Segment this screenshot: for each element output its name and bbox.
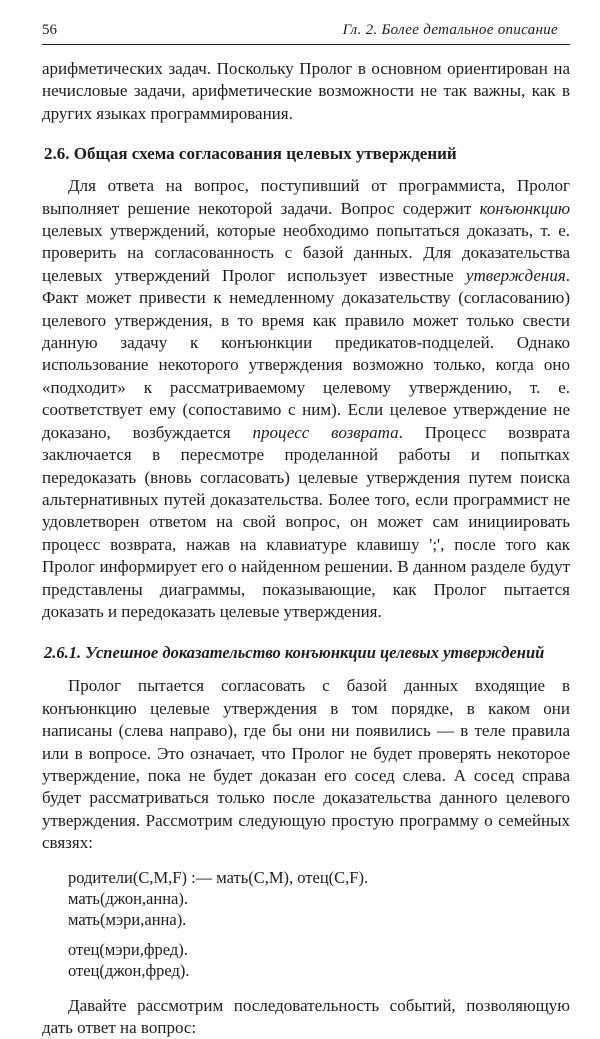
- running-title: Гл. 2. Более детальное описание: [342, 22, 558, 38]
- paragraph-text: . Процесс возврата заключается в пересмотре проделанной работы и попытках передоказать (вновь согласовать) целевые утверждения путем поиска альтернативных путей доказательства. Более того, если программист не удовлетворен ответом на свой вопрос, он может сам инициировать процесс возврата, нажав на клавиатуре клавишу ';', после того как Пролог информирует его о найденном решении. В данном разделе будут представлены диаграммы, показывающие, как Пролог пытается доказать и передоказать целевые утверждения.: [42, 422, 571, 621]
- closing-paragraph: Давайте рассмотрим последовательность событий, позволяющую дать ответ на вопрос:: [42, 995, 570, 1037]
- page-header: [42, 18, 570, 45]
- subsection-heading: 2.6.1. Успешное доказательство конъюнкции целевых утверждений: [44, 643, 545, 663]
- section-heading: 2.6. Общая схема согласования целевых утверждений: [44, 144, 457, 164]
- subsection-paragraph: Пролог пытается согласовать с базой данных входящие в конъюнкцию целевые утверждения в том порядке, в каком они написаны (слева направо), где бы они ни появились — в теле правила или в вопросе. Это означает, что Пролог не будет проверять некоторое утверждение, пока не будет доказан его сосед слева. А сосед справа будет рассматриваться только после доказательства данного целевого утверждения. Рассмотрим следующую простую программу о семейных связях:: [42, 676, 570, 853]
- program-line: отец(мэри,фред).: [68, 939, 188, 959]
- program-line: отец(джон,фред).: [68, 960, 190, 980]
- paragraph-text: целевых утверждений, которые необходимо попытаться доказать, т. е. проверить на согласованность с базой данных. Для доказательства целевых утверждений Пролог использует известные: [42, 221, 570, 285]
- paragraph-text: . Факт может привести к немедленному доказательству (согласованию) целевого утверждения, в то время как правило может только свести данную задачу к конъюнкции предикатов-подцелей. Однако использование некоторого утверждения возможно только, когда оно «подходит» к рассматриваемому целевому утверждению, т. е. соответствует ему (сопоставимо с ним). Если целевое утверждение не доказано, возбуждается: [42, 265, 570, 442]
- intro-paragraph: арифметических задач. Поскольку Пролог в основном ориентирован на нечисловые задачи, арифметические возможности не так важны, как в других языках программирования.: [42, 59, 570, 123]
- book-page: [42, 18, 570, 1039]
- page-number: 56: [42, 22, 57, 38]
- program-line: мать(мэри,анна).: [68, 909, 187, 929]
- program-gap: [68, 930, 570, 939]
- paragraph-text: Для ответа на вопрос, поступивший от программиста, Пролог выполняет решение некоторой задачи. Вопрос содержит: [42, 176, 570, 218]
- term-conjunction: конъюнкцию: [479, 198, 570, 218]
- program-line: мать(джон,анна).: [68, 888, 188, 908]
- section-paragraph: [42, 175, 570, 623]
- program-line: родители(С,М,F) :— мать(С,М), отец(С,F).: [68, 867, 369, 887]
- program-listing: [68, 867, 570, 981]
- term-backtracking: процесс возврата: [252, 422, 399, 442]
- term-statements: утверждения: [465, 265, 566, 285]
